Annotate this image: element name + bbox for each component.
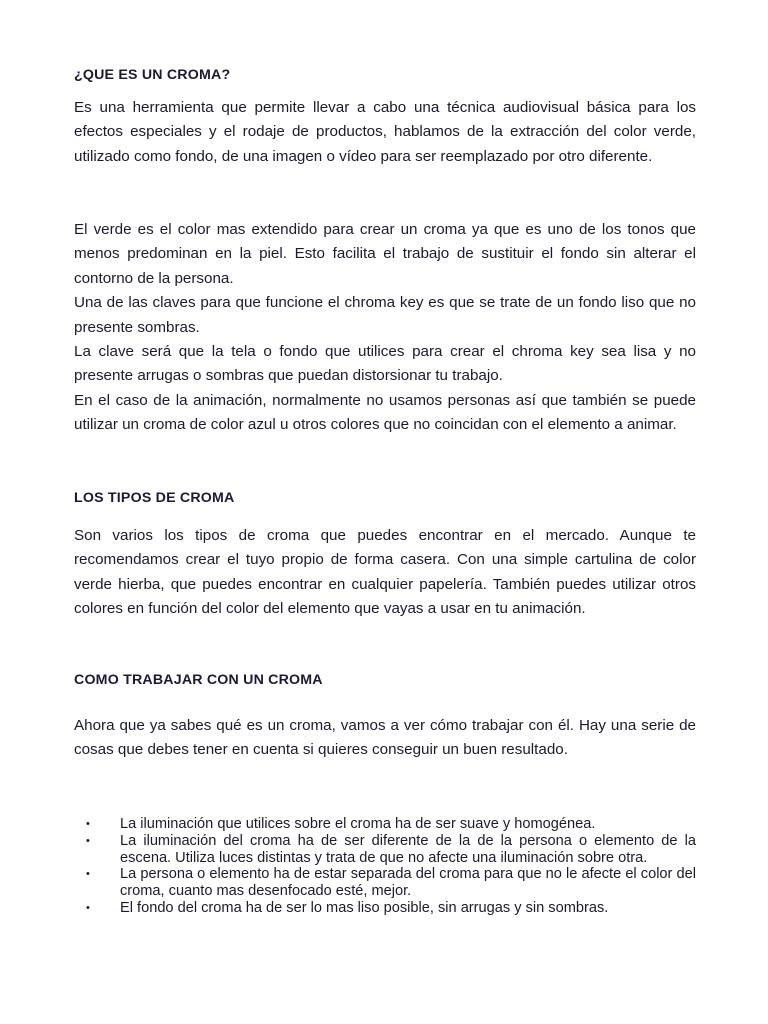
bullet-marker: • [86,834,90,847]
heading-tipos-croma: LOS TIPOS DE CROMA [74,490,235,506]
bullet-marker: • [86,868,90,881]
paragraph-green-block [74,218,696,438]
list-item-text: El fondo del croma ha de ser lo mas liso posible, sin arrugas y sin sombras. [120,899,609,916]
list-item [74,900,696,917]
tips-list [74,816,696,917]
list-item [74,833,696,867]
list-item-text: La persona o elemento ha de estar separada del croma para que no le afecte el color del croma, cuanto mas desenfocado esté, mejor. [120,866,696,900]
list-item [74,816,696,833]
list-item-text: La iluminación del croma ha de ser diferente de la de la persona o elemento de la escena. Utiliza luces distintas y trata de que no afecte una iluminación sobre otra. [120,832,696,866]
bullet-marker: • [86,901,90,914]
paragraph-como-trabajar: Ahora que ya sabes qué es un croma, vamos a ver cómo trabajar con él. Hay una serie de cosas que debes tener en cuenta si quieres conseguir un buen resultado. [74,717,696,759]
paragraph-definition: Es una herramienta que permite llevar a cabo una técnica audiovisual básica para los efectos especiales y el rodaje de productos, hablamos de la extracción del color verde, utilizado como fondo, de una imagen o vídeo para ser reemplazado por otro diferente. [74,99,696,165]
heading-como-trabajar: COMO TRABAJAR CON UN CROMA [74,672,323,688]
list-item [74,866,696,900]
paragraph-tipos: Son varios los tipos de croma que puedes encontrar en el mercado. Aunque te recomendamos crear el tuyo propio de forma casera. Con una simple cartulina de color verde hierba, que puedes encontrar en cualquier papelería. También puedes utilizar otros colores en función del color del elemento que vayas a usar en tu animación. [74,527,696,618]
document-page [74,0,696,1024]
bullet-marker: • [86,818,90,830]
paragraph-fabric-key: La clave será que la tela o fondo que utilices para crear el chroma key sea lisa y no presente arrugas o sombras que puedan distorsionar tu trabajo. [74,343,696,385]
paragraph-animation-colors: En el caso de la animación, normalmente no usamos personas así que también se puede utilizar un croma de color azul u otros colores que no coincidan con el elemento a animar. [74,391,696,434]
heading-que-es-croma: ¿QUE ES UN CROMA? [74,67,231,83]
paragraph-smooth-background: Una de las claves para que funcione el chroma key es que se trate de un fondo liso que no presente sombras. [74,294,696,336]
paragraph-green-reason: El verde es el color mas extendido para crear un croma ya que es uno de los tonos que menos predominan en la piel. Esto facilita el trabajo de sustituir el fondo sin alterar el contorno de la persona. [74,221,696,287]
list-item-text: La iluminación que utilices sobre el croma ha de ser suave y homogénea. [120,816,596,832]
